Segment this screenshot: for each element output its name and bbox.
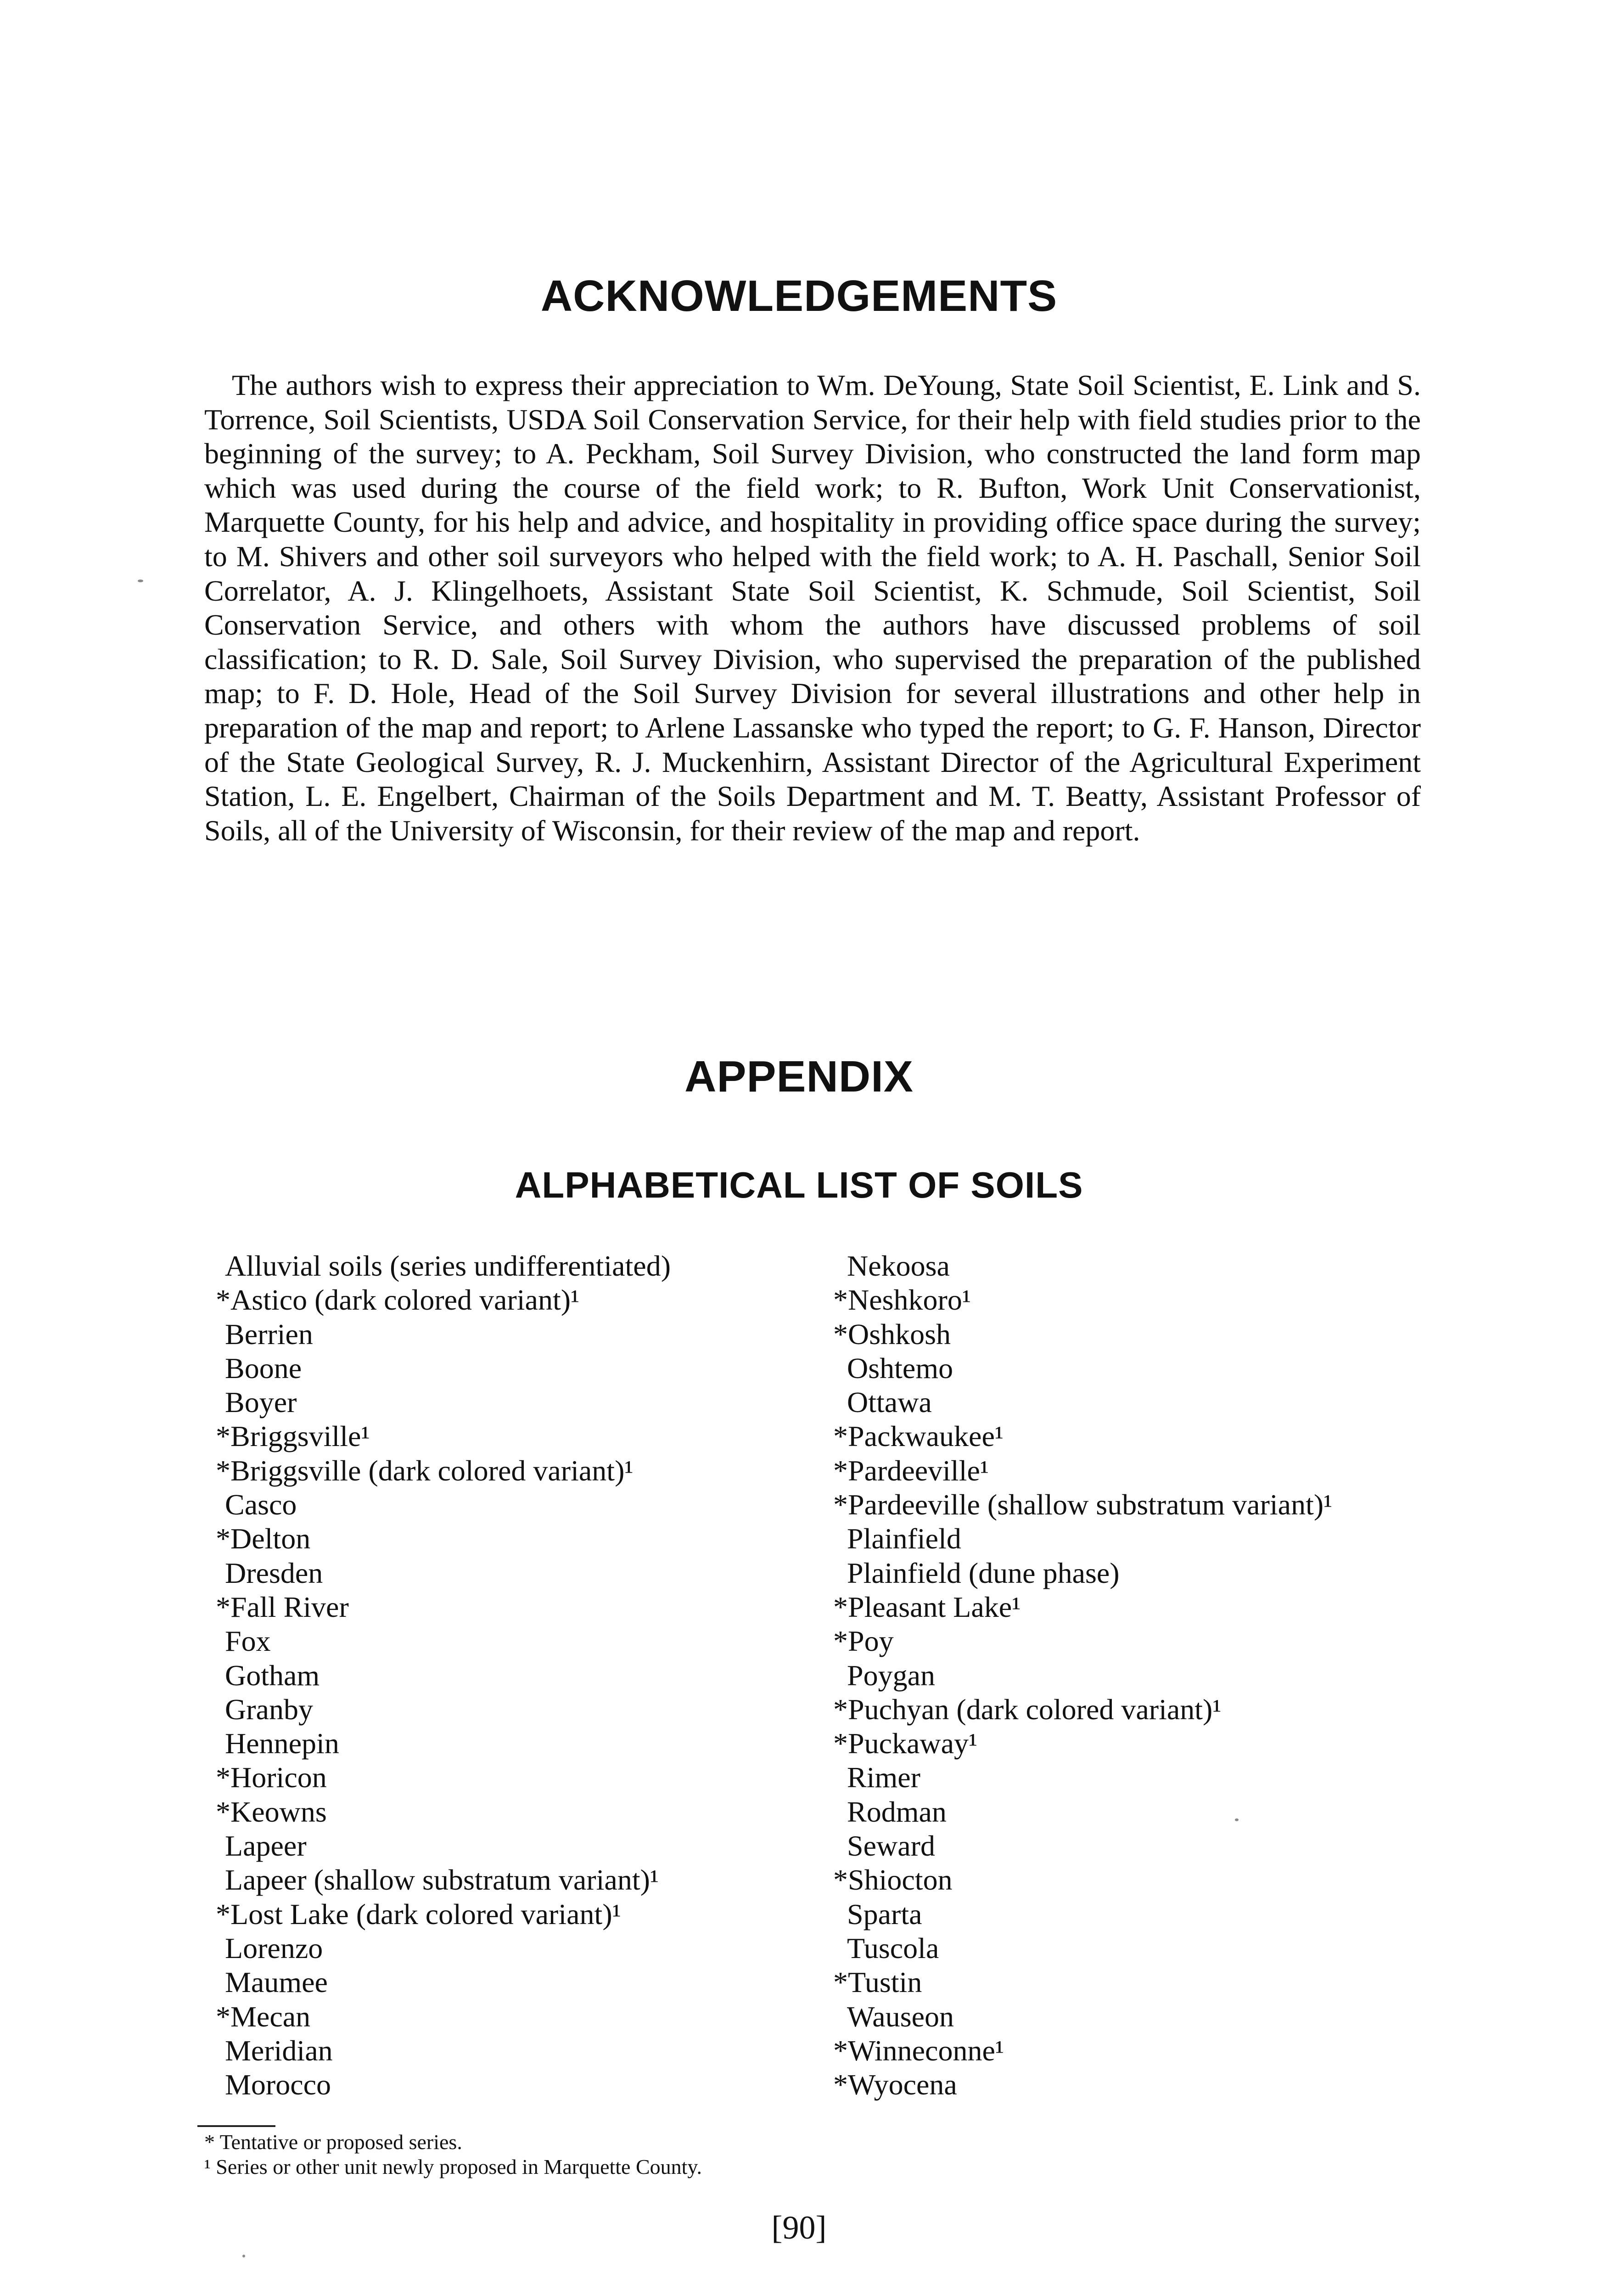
list-item: Oshtemo xyxy=(847,1351,953,1384)
list-item: Plainfield xyxy=(847,1522,961,1555)
footnote-one: ¹ Series or other unit newly proposed in Marquette County. xyxy=(204,2155,702,2178)
page-number: [90] xyxy=(771,2209,827,2246)
list-item: *Pardeeville¹ xyxy=(833,1454,989,1487)
list-item: Maumee xyxy=(225,1966,328,1999)
list-item: *Tustin xyxy=(833,1966,922,1999)
acknowledgements-heading: ACKNOWLEDGEMENTS xyxy=(540,271,1058,321)
list-item: Nekoosa xyxy=(847,1249,950,1282)
list-item: Lapeer (shallow substratum variant)¹ xyxy=(225,1863,659,1896)
list-item: Sparta xyxy=(847,1897,922,1930)
acknowledgements-text: The authors wish to express their appreciation to Wm. DeYoung, State Soil Scientist, E. Link and S. Torrence, Soil Scientists, USDA Soil Conservation Service, for their help with field studies prior to the beginning of the survey; to A. Peckham, Soil Survey Division, who constructed the land form map which was used during the course of the field work; to R. Bufton, Work Unit Conservationist, Marquette County, for his help and advice, and hospitality in providing office space during the survey; to M. Shivers and other soil surveyors who helped with the field work; to A. H. Paschall, Senior Soil Correlator, A. J. Klingelhoets, Assistant State Soil Scientist, K. Schmude, Soil Scientist, Soil Conservation Service, and others with whom the authors have discussed problems of soil classification; to R. D. Sale, Soil Survey Division, who supervised the preparation of the published map; to F. D. Hole, Head of the Soil Survey Division for several illustrations and other help in preparation of the map and report; to Arlene Lassanske who typed the report; to G. F. Hanson, Director of the State Geological Survey, R. J. Muckenhirn, Assistant Director of the Agricultural Experiment Station, L. E. Engelbert, Chairman of the Soils Department and M. T. Beatty, Assistant Professor of Soils, all of the University of Wisconsin, for their review of the map and report. xyxy=(204,369,1421,847)
list-item: *Winneconne¹ xyxy=(833,2034,1004,2067)
list-item: Lapeer xyxy=(225,1829,307,1863)
list-item: Rimer xyxy=(847,1761,920,1794)
list-item: *Horicon xyxy=(216,1761,327,1794)
list-item: *Shiocton xyxy=(833,1863,953,1896)
appendix-heading: APPENDIX xyxy=(684,1052,914,1101)
list-item: Poygan xyxy=(847,1659,935,1692)
list-item: Ottawa xyxy=(847,1386,932,1419)
list-item: Meridian xyxy=(225,2034,333,2067)
list-item: *Keowns xyxy=(216,1795,327,1828)
list-item: *Mecan xyxy=(216,2000,311,2033)
footnote-divider xyxy=(197,2125,275,2127)
list-item: *Puckaway¹ xyxy=(833,1727,978,1760)
list-item: *Briggsville (dark colored variant)¹ xyxy=(216,1454,634,1487)
list-item: Fox xyxy=(225,1625,271,1658)
list-item: *Neshkoro¹ xyxy=(833,1283,971,1317)
list-item: Wauseon xyxy=(847,2000,954,2033)
list-item: *Wyocena xyxy=(833,2068,957,2101)
scan-speck xyxy=(242,2255,245,2257)
list-item: Boone xyxy=(225,1351,302,1384)
list-item: Dresden xyxy=(225,1556,323,1589)
acknowledgements-paragraph xyxy=(204,368,1421,848)
list-item: Boyer xyxy=(225,1386,297,1419)
list-item: *Delton xyxy=(216,1522,311,1555)
list-item: *Poy xyxy=(833,1625,894,1658)
list-item: *Lost Lake (dark colored variant)¹ xyxy=(216,1897,621,1930)
soil-list-right-column xyxy=(833,1249,1476,2102)
list-item: Morocco xyxy=(225,2068,331,2101)
list-item: Berrien xyxy=(225,1317,313,1351)
list-item: *Briggsville¹ xyxy=(216,1420,370,1453)
list-item: *Astico (dark colored variant)¹ xyxy=(216,1283,580,1317)
list-item: Rodman xyxy=(847,1795,947,1828)
list-item: *Fall River xyxy=(216,1590,349,1623)
list-item: *Pleasant Lake¹ xyxy=(833,1590,1021,1623)
list-item: Seward xyxy=(847,1829,935,1863)
list-item: *Oshkosh xyxy=(833,1317,951,1351)
scan-speck xyxy=(1235,1818,1239,1821)
list-item: Gotham xyxy=(225,1659,320,1692)
footnote-asterisk: * Tentative or proposed series. xyxy=(204,2130,462,2154)
scan-speck xyxy=(138,580,143,582)
list-item: Lorenzo xyxy=(225,1931,323,1964)
list-item: Casco xyxy=(225,1488,297,1521)
list-item: Tuscola xyxy=(847,1931,939,1964)
list-item: *Puchyan (dark colored variant)¹ xyxy=(833,1693,1222,1726)
list-item: *Pardeeville (shallow substratum variant)¹ xyxy=(833,1488,1333,1521)
list-item: *Packwaukee¹ xyxy=(833,1420,1004,1453)
list-item: Plainfield (dune phase) xyxy=(847,1556,1120,1589)
list-item: Alluvial soils (series undifferentiated) xyxy=(225,1249,671,1282)
list-item: Hennepin xyxy=(225,1727,339,1760)
soil-list-left-column xyxy=(216,1249,813,2102)
soil-list-heading: ALPHABETICAL LIST OF SOILS xyxy=(515,1165,1083,1205)
list-item: Granby xyxy=(225,1693,313,1726)
